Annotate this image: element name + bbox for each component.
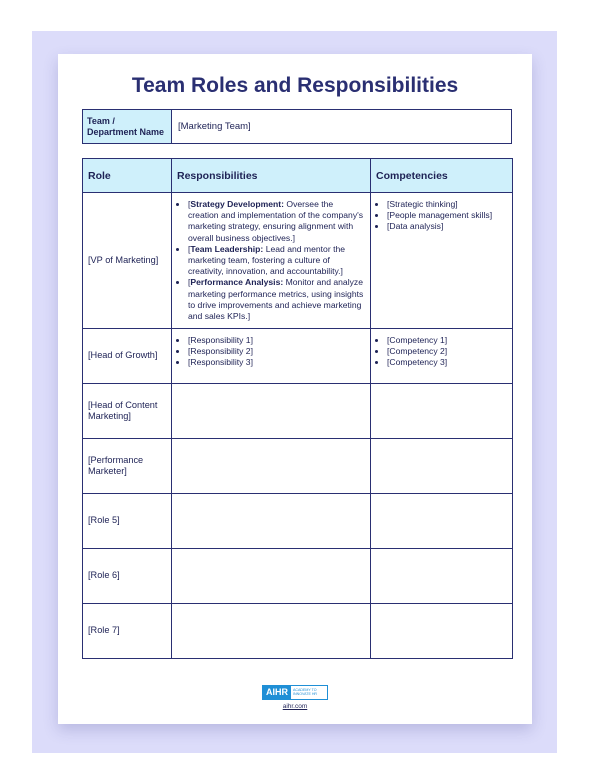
- responsibility-heading: Strategy Development:: [190, 199, 284, 209]
- responsibilities-cell: [172, 193, 371, 329]
- role-cell: [Role 5]: [83, 494, 172, 549]
- table-row: [83, 193, 513, 329]
- list-item: • [Strategy Development: Oversee the creation and implementation of the company's marketing strategy, ensuring alignment with overall business objectives.]: [188, 199, 365, 244]
- role-cell: [Performance Marketer]: [83, 439, 172, 494]
- list-item: • [Strategic thinking]: [387, 199, 507, 210]
- competencies-cell: [371, 193, 513, 329]
- responsibility-text: Responsibility 1]: [190, 335, 253, 345]
- responsibilities-cell: [172, 549, 371, 604]
- responsibilities-list: [177, 335, 365, 369]
- table-row: [83, 329, 513, 384]
- header-responsibilities: Responsibilities: [172, 159, 371, 193]
- competencies-cell: [371, 494, 513, 549]
- list-item: • [Responsibility 1]: [188, 335, 365, 346]
- competencies-cell: [371, 549, 513, 604]
- aihr-logo: [262, 685, 328, 700]
- header-competencies: Competencies: [371, 159, 513, 193]
- responsibility-text: Lead and mentor the marketing team, fostering a culture of creativity, innovation, and accountability.]: [188, 243, 346, 277]
- competencies-list: [376, 199, 507, 233]
- responsibility-text: Oversee the creation and implementation of the company's marketing strategy, ensuring alignment with overall business objectives.]: [188, 199, 364, 243]
- list-item: • [Responsibility 3]: [188, 357, 365, 368]
- responsibilities-cell: [172, 604, 371, 659]
- responsibility-heading: Team Leadership:: [190, 243, 264, 254]
- responsibility-text: Responsibility 2]: [190, 346, 253, 357]
- role-cell: [VP of Marketing]: [83, 193, 172, 329]
- list-item: • [Competency 3]: [387, 357, 507, 368]
- table-row: [83, 604, 513, 659]
- document-page: [58, 54, 532, 724]
- competencies-cell: [371, 604, 513, 659]
- responsibilities-list: [177, 199, 365, 322]
- list-item: • [Competency 1]: [387, 335, 507, 346]
- team-name-label: Team / Department Name: [83, 110, 172, 143]
- table-header-row: [83, 159, 513, 193]
- role-cell: [Role 7]: [83, 604, 172, 659]
- role-cell: [Role 6]: [83, 549, 172, 604]
- responsibilities-cell: [172, 439, 371, 494]
- responsibilities-cell: [172, 494, 371, 549]
- header-role: Role: [83, 159, 172, 193]
- responsibility-heading: Performance Analysis:: [190, 277, 284, 288]
- footer: [58, 682, 532, 710]
- list-item: • [Responsibility 2]: [188, 346, 365, 357]
- table-row: [83, 494, 513, 549]
- responsibilities-cell: [172, 384, 371, 439]
- page-title: Team Roles and Responsibilities: [131, 74, 459, 97]
- list-item: • [People management skills]: [387, 210, 507, 221]
- competencies-cell: [371, 439, 513, 494]
- responsibility-text: Monitor and analyze marketing performance metrics, using insights to drive improvements and achieve marketing and sales KPIs.]: [188, 277, 364, 322]
- competencies-list: [376, 335, 507, 369]
- team-name-box: [82, 109, 512, 144]
- list-item: • [Performance Analysis: Monitor and analyze marketing performance metrics, using insights to drive improvements and achieve marketing and sales KPIs.]: [188, 277, 365, 322]
- logo-text: AIHR: [263, 686, 291, 699]
- team-name-value: [Marketing Team]: [178, 121, 251, 132]
- roles-table: [82, 158, 513, 659]
- role-cell: [Head of Growth]: [83, 329, 172, 384]
- table-row: [83, 384, 513, 439]
- list-item: • [Team Leadership: Lead and mentor the marketing team, fostering a culture of creativity, innovation, and accountability.]: [188, 244, 365, 278]
- table-row: [83, 549, 513, 604]
- logo-subtext: ACADEMY TO INNOVATE HR: [291, 686, 327, 699]
- list-item: • [Competency 2]: [387, 346, 507, 357]
- role-cell: [Head of Content Marketing]: [83, 384, 172, 439]
- competencies-cell: [371, 329, 513, 384]
- table-row: [83, 439, 513, 494]
- list-item: • [Data analysis]: [387, 221, 507, 232]
- responsibility-text: Responsibility 3]: [190, 357, 253, 368]
- site-link[interactable]: aihr.com: [282, 703, 308, 710]
- competencies-cell: [371, 384, 513, 439]
- responsibilities-cell: [172, 329, 371, 384]
